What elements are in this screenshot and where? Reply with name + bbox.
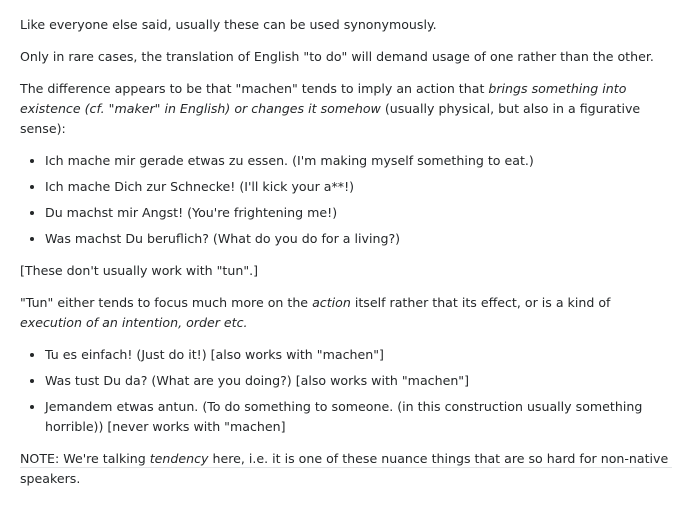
machen-examples-list [20, 151, 672, 249]
list-item: • Ich mache Dich zur Schnecke! (I'll kick your a**!) [45, 177, 672, 197]
post-divider [20, 467, 672, 468]
emphasis-text: tendency [149, 451, 209, 466]
list-item: • Ich mache mir gerade etwas zu essen. (I'm making myself something to eat.) [45, 151, 672, 171]
list-item: • Was tust Du da? (What are you doing?) [also works with "machen"] [45, 371, 672, 391]
emphasis-text: execution of an intention, order etc. [20, 315, 248, 330]
list-item: • Was machst Du beruflich? (What do you do for a living?) [45, 229, 672, 249]
paragraph-rare-cases: Only in rare cases, the translation of English "to do" will demand usage of one rather than the other. [20, 49, 654, 64]
emphasis-text: action [312, 295, 351, 310]
paragraph-final-note [20, 449, 672, 489]
list-item: • Du machst mir Angst! (You're frightening me!) [45, 203, 672, 223]
tun-examples-list [20, 345, 672, 437]
paragraph-tun-explanation [20, 293, 672, 333]
text-segment: NOTE: We're talking [20, 451, 150, 466]
paragraph-tun-note: [These don't usually work with "tun".] [20, 263, 259, 278]
list-item: • Jemandem etwas antun. (To do something to someone. (in this construction usually something horrible)) [never works with "machen] [45, 397, 672, 437]
text-segment: itself rather that its effect, or is a kind of [350, 295, 611, 310]
text-segment: "Tun" either tends to focus much more on the [20, 295, 313, 310]
text-segment: (usually physical, but also in a figurative sense): [20, 101, 641, 136]
list-item: • Tu es einfach! (Just do it!) [also works with "machen"] [45, 345, 672, 365]
paragraph-machen-explanation [20, 79, 672, 139]
emphasis-text: brings something into existence (cf. "maker" in English) or changes it somehow [20, 81, 627, 116]
paragraph-intro: Like everyone else said, usually these can be used synonymously. [20, 17, 437, 32]
text-segment: The difference appears to be that "machen" tends to imply an action that [20, 81, 489, 96]
answer-body [20, 15, 672, 501]
text-segment: here, i.e. it is one of these nuance things that are so hard for non-native speakers. [20, 451, 669, 486]
